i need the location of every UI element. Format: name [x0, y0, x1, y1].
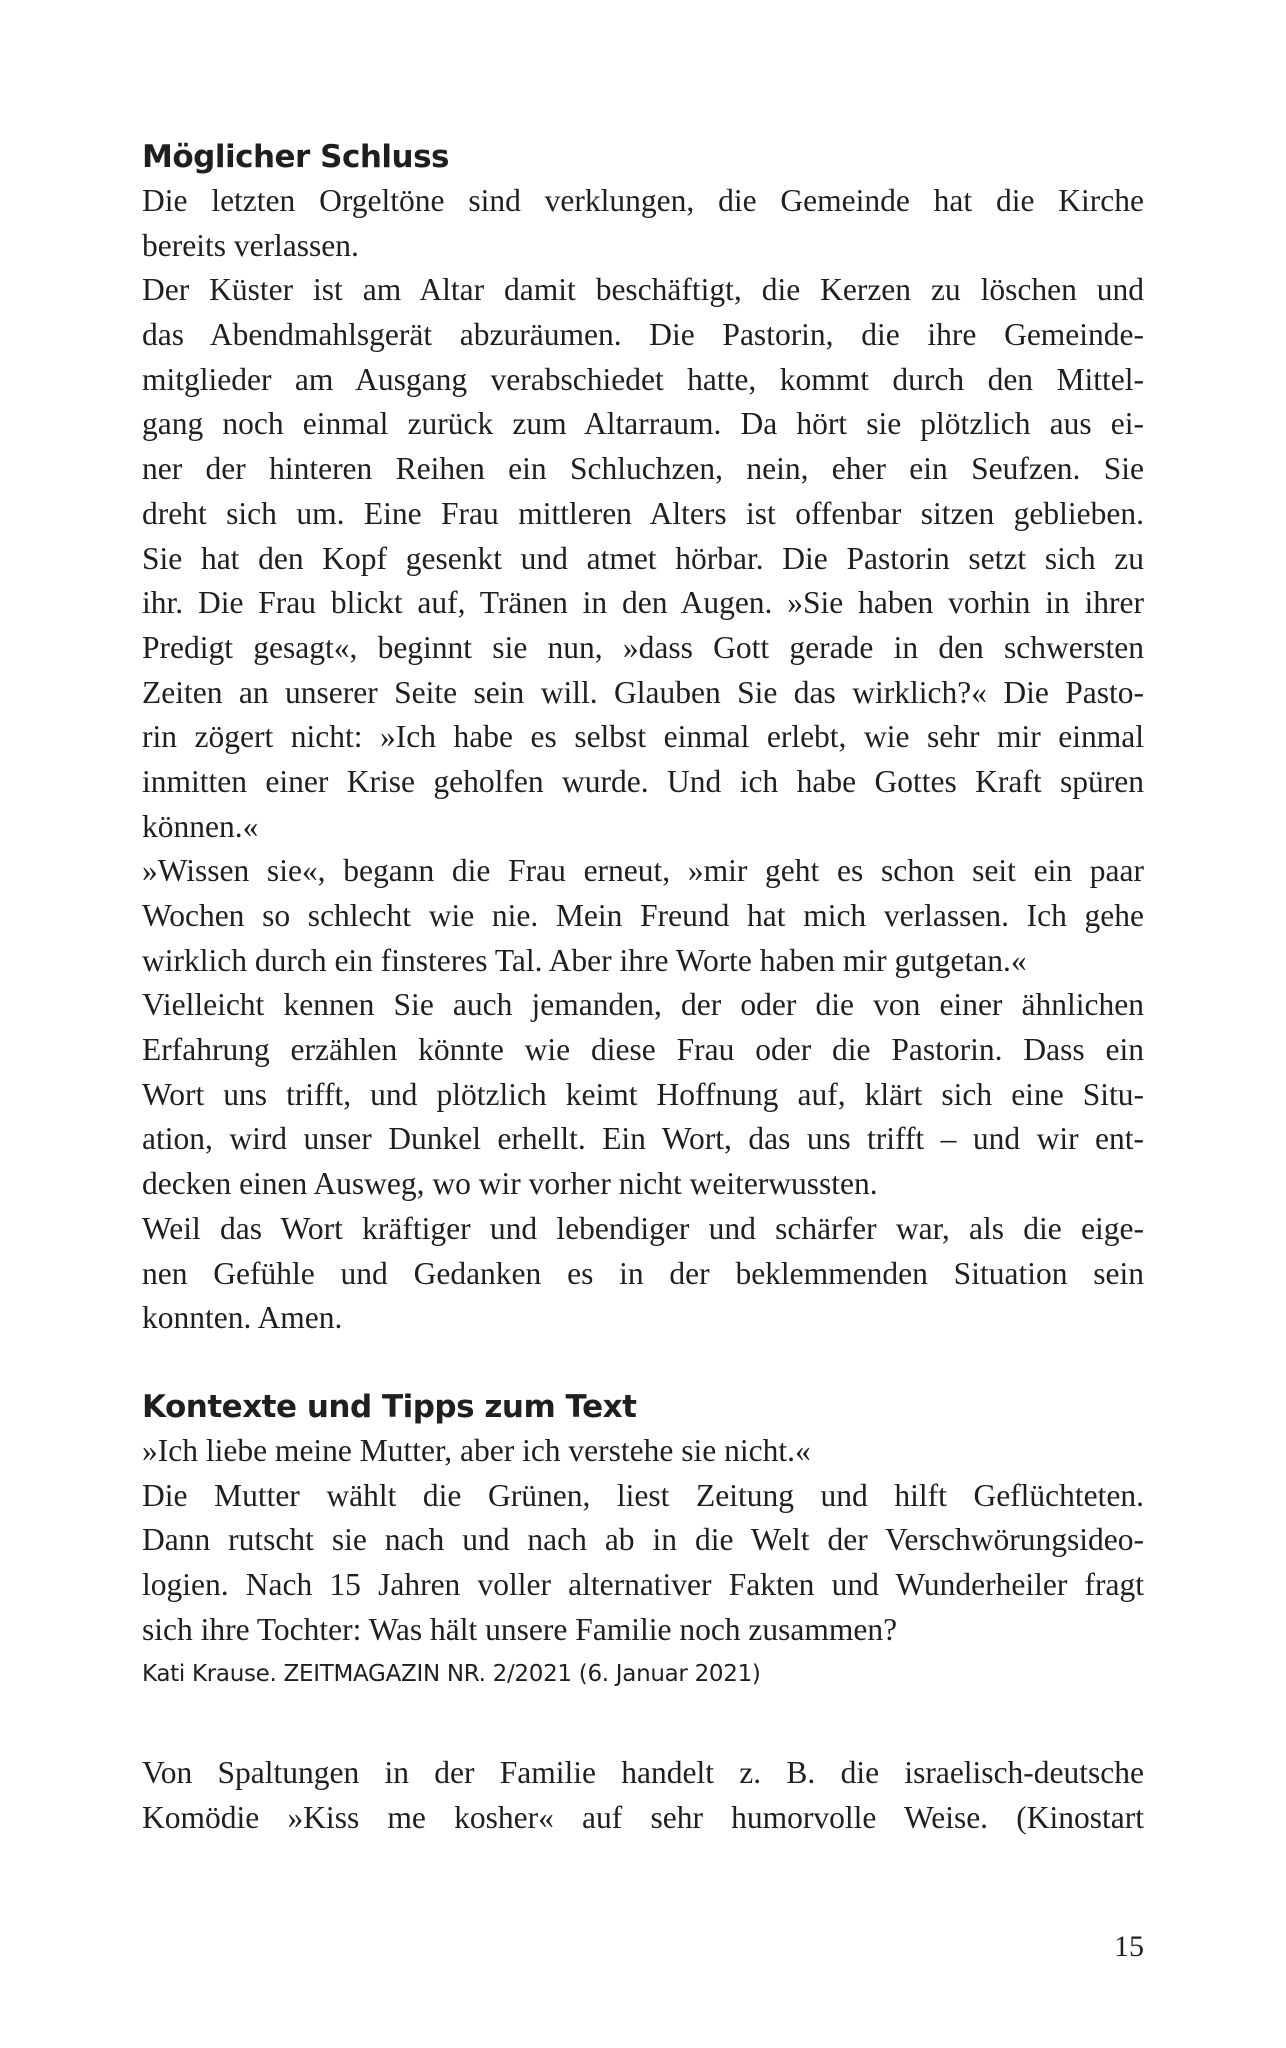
heading-kontexte-tipps: Kontexte und Tipps zum Text	[142, 1388, 637, 1425]
paragraph-schluss	[142, 179, 1144, 1341]
text-line: sich ihre Tochter: Was hält unsere Familie noch zusammen?	[142, 1611, 898, 1647]
text-line: Weil das Wort kräftiger und lebendiger und schärfer war, als die eige-	[142, 1210, 1144, 1246]
source-citation: Kati Krause. ZEITMAGAZIN NR. 2/2021 (6. Januar 2021)	[142, 1661, 761, 1688]
text-line: Die Mutter wählt die Grünen, liest Zeitung und hilft Geflüchteten.	[142, 1477, 1144, 1513]
text-line: »Ich liebe meine Mutter, aber ich verstehe sie nicht.«	[142, 1432, 811, 1468]
text-line: ner der hinteren Reihen ein Schluchzen, nein, eher ein Seufzen. Sie	[142, 451, 1144, 487]
text-line: logien. Nach 15 Jahren voller alternativer Fakten und Wunderheiler fragt	[142, 1566, 1144, 1602]
text-line: das Abendmahlsgerät abzuräumen. Die Pastorin, die ihre Gemeinde-	[142, 317, 1144, 353]
text-line: Erfahrung erzählen könnte wie diese Frau oder die Pastorin. Dass ein	[142, 1032, 1144, 1068]
heading-moeglicher-schluss: Möglicher Schluss	[142, 139, 450, 175]
text-line: können.«	[142, 808, 259, 844]
page-body	[142, 135, 1144, 1841]
text-line: gang noch einmal zurück zum Altarraum. Da hört sie plötzlich aus ei-	[142, 406, 1144, 442]
text-line: Sie hat den Kopf gesenkt und atmet hörbar. Die Pastorin setzt sich zu	[142, 540, 1144, 576]
text-line: dreht sich um. Eine Frau mittleren Alters ist offenbar sitzen geblieben.	[142, 495, 1144, 531]
text-line: inmitten einer Krise geholfen wurde. Und ich habe Gottes Kraft spüren	[142, 763, 1144, 799]
text-line: Komödie »Kiss me kosher« auf sehr humorvolle Weise. (Kinostart	[142, 1800, 1144, 1835]
section-gap	[142, 1694, 1144, 1751]
text-line: Wort uns trifft, und plötzlich keimt Hoffnung auf, klärt sich eine Situ-	[142, 1076, 1144, 1112]
text-line: ation, wird unser Dunkel erhellt. Ein Wort, das uns trifft – und wir ent-	[142, 1121, 1144, 1157]
text-line: Dann rutscht sie nach und nach ab in die Welt der Verschwörungsideo-	[142, 1522, 1144, 1558]
text-line: mitglieder am Ausgang verabschiedet hatte, kommt durch den Mittel-	[142, 361, 1144, 397]
text-line: wirklich durch ein finsteres Tal. Aber ihre Worte haben mir gutgetan.«	[142, 942, 1027, 978]
paragraph-closing	[142, 1751, 1144, 1840]
section-gap	[142, 1341, 1144, 1385]
text-line: ihr. Die Frau blickt auf, Tränen in den Augen. »Sie haben vorhin in ihrer	[142, 585, 1144, 621]
text-line: Vielleicht kennen Sie auch jemanden, der oder die von einer ähnlichen	[142, 987, 1144, 1023]
text-line: Wochen so schlecht wie nie. Mein Freund hat mich verlassen. Ich gehe	[142, 898, 1144, 933]
text-line: konnten. Amen.	[142, 1300, 343, 1336]
text-line: rin zögert nicht: »Ich habe es selbst einmal erlebt, wie sehr mir einmal	[142, 719, 1144, 755]
text-line: Predigt gesagt«, beginnt sie nun, »dass Gott gerade in den schwersten	[142, 629, 1144, 665]
text-line: nen Gefühle und Gedanken es in der beklemmenden Situation sein	[142, 1255, 1144, 1291]
text-line: Von Spaltungen in der Familie handelt z. B. die israelisch-deutsche	[142, 1755, 1144, 1791]
text-line: Zeiten an unserer Seite sein will. Glauben Sie das wirklich?« Die Pasto-	[142, 674, 1144, 710]
text-line: »Wissen sie«, begann die Frau erneut, »mir geht es schon seit ein paar	[142, 853, 1144, 889]
page-number: 15	[1114, 1930, 1144, 1963]
paragraph-kontexte	[142, 1429, 1144, 1652]
text-line: bereits verlassen.	[142, 227, 359, 263]
text-line: Die letzten Orgeltöne sind verklungen, die Gemeinde hat die Kirche	[142, 183, 1144, 218]
text-line: Der Küster ist am Altar damit beschäftigt, die Kerzen zu löschen und	[142, 272, 1144, 308]
text-line: decken einen Ausweg, wo wir vorher nicht weiterwussten.	[142, 1166, 878, 1202]
